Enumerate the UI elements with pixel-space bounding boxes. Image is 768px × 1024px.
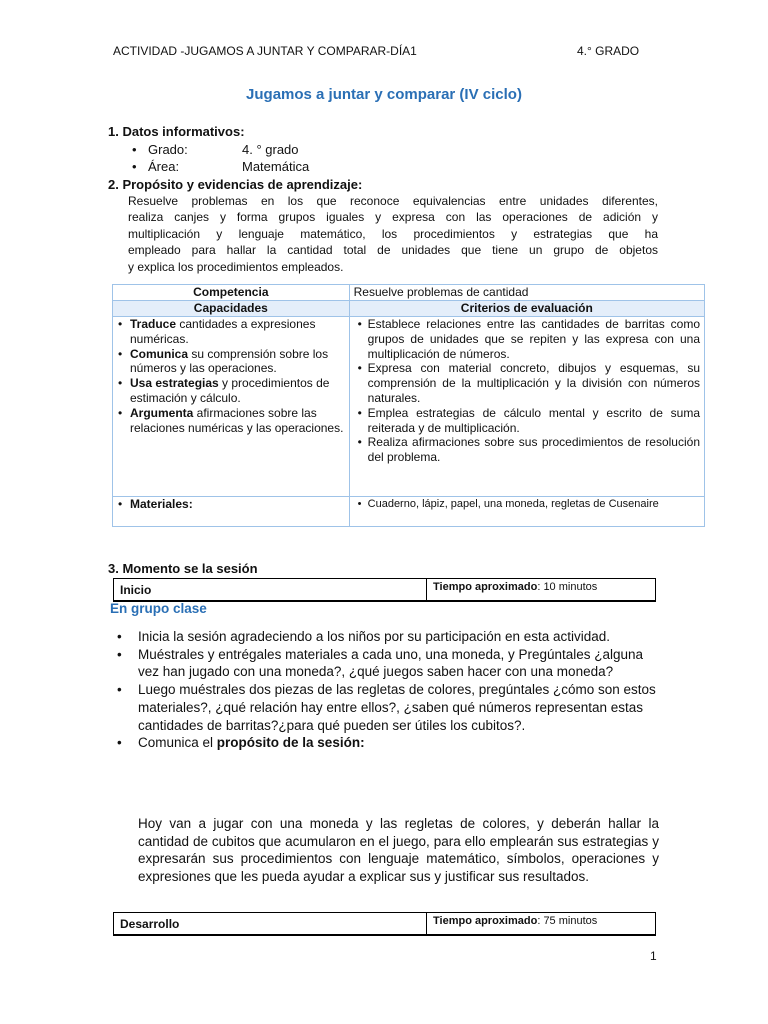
purpose-line: y explica los procedimientos empleados. — [128, 259, 344, 274]
materiales-value: • Cuaderno, lápiz, papel, una moneda, regletas de Cusenaire — [368, 497, 700, 512]
criterios-list — [354, 317, 700, 465]
purpose-line: Resuelve problemas en los que reconoce equivalencias entre unidades diferentes, — [128, 194, 658, 208]
group-label: En grupo clase — [110, 601, 207, 616]
info-label: Área: — [148, 159, 180, 174]
list-item: • Comunica el propósito de la sesión: — [114, 734, 659, 752]
capacidades-cell — [113, 317, 350, 497]
desarrollo-box — [113, 912, 656, 936]
criterios-header: Criterios de evaluación — [349, 301, 704, 317]
evaluation-table — [112, 284, 705, 527]
section1-heading: 1. Datos informativos: — [108, 124, 245, 139]
materiales-label: Materiales: — [130, 497, 193, 511]
info-value: Matemática — [242, 159, 310, 174]
list-item: • Realiza afirmaciones sobre sus procedimientos de resolución del problema. — [368, 435, 700, 465]
list-item: • Emplea estrategias de cálculo mental y escrito de suma reiterada y de multiplicación. — [368, 406, 700, 436]
competencia-label: Competencia — [113, 285, 350, 301]
info-value: 4. ° grado — [242, 142, 299, 157]
info-item-area: • Área: Matemática — [132, 159, 310, 174]
desarrollo-label: Desarrollo — [114, 913, 427, 934]
materiales-value-cell — [349, 497, 704, 527]
info-label: Grado: — [148, 142, 188, 157]
header-grade: 4.° GRADO — [577, 44, 640, 58]
inicio-label: Inicio — [114, 579, 427, 600]
list-item: • Traduce cantidades a expresiones numéricas. — [127, 317, 345, 347]
list-item: • Inicia la sesión agradeciendo a los niños por su participación en esta actividad. — [114, 628, 659, 646]
capacidades-list — [117, 317, 345, 435]
list-item: • Muéstrales y entrégales materiales a cada uno, una moneda, y Pregúntales ¿alguna vez han jugado con una moneda?, ¿qué juegos saben hacer con una moneda? — [114, 646, 659, 681]
materiales-label-cell — [113, 497, 350, 527]
section2-heading: 2. Propósito y evidencias de aprendizaje: — [108, 177, 363, 192]
desarrollo-time: Tiempo aproximado: 75 minutos — [433, 915, 598, 927]
inicio-time: Tiempo aproximado: 10 minutos — [433, 581, 598, 593]
list-item: • Expresa con material concreto, dibujos y esquemas, su comprensión de la multiplicación y la división con números naturales. — [368, 361, 700, 405]
capacidades-header: Capacidades — [113, 301, 350, 317]
list-item: • Usa estrategias y procedimientos de estimación y cálculo. — [127, 376, 345, 406]
document-title: Jugamos a juntar y comparar (IV ciclo) — [246, 86, 522, 103]
session-bullet-list — [114, 628, 659, 752]
criterios-cell — [349, 317, 704, 497]
competencia-value: Resuelve problemas de cantidad — [349, 285, 704, 301]
section3-heading: 3. Momento se la sesión — [108, 561, 258, 576]
header-activity-title: ACTIVIDAD -JUGAMOS A JUNTAR Y COMPARAR-DÍA1 — [113, 44, 417, 58]
list-item: • Establece relaciones entre las cantidades de barritas como grupos de unidades que se repiten y las expresa con una multiplicación de números. — [368, 317, 700, 361]
info-item-grado: • Grado: 4. ° grado — [132, 142, 299, 157]
purpose-paragraph — [128, 193, 658, 275]
list-item: • Comunica su comprensión sobre los números y las operaciones. — [127, 347, 345, 377]
list-item: • Argumenta afirmaciones sobre las relaciones numéricas y las operaciones. — [127, 406, 345, 436]
inicio-box — [113, 578, 656, 602]
purpose-line: realiza canjes y forma grupos iguales y expresa con las operaciones de adición y — [128, 210, 658, 225]
list-item: • Luego muéstrales dos piezas de las regletas de colores, pregúntales ¿cómo son estos materiales?, ¿qué relación hay entre ellos?, ¿saben qué números representan estas cantidades de barritas?¿para qué pueden ser útiles los cubitos?. — [114, 681, 659, 734]
purpose-line: empleado para hallar la cantidad total de unidades que tiene un grupo de objetos — [128, 243, 658, 258]
purpose-line: multiplicación y lenguaje matemático, los procedimientos y estrategias que ha — [128, 226, 658, 241]
session-purpose-text: Hoy van a jugar con una moneda y las regletas de colores, y deberán hallar la cantidad de cubitos que acumularon en el juego, para ello emplearán sus estrategias y expresarán sus procedimientos con lenguaje matemático, símbolos, operaciones y expresiones que les pueda ayudar a explicar sus y justificar sus resultados. — [138, 816, 659, 885]
page-number: 1 — [650, 949, 657, 963]
